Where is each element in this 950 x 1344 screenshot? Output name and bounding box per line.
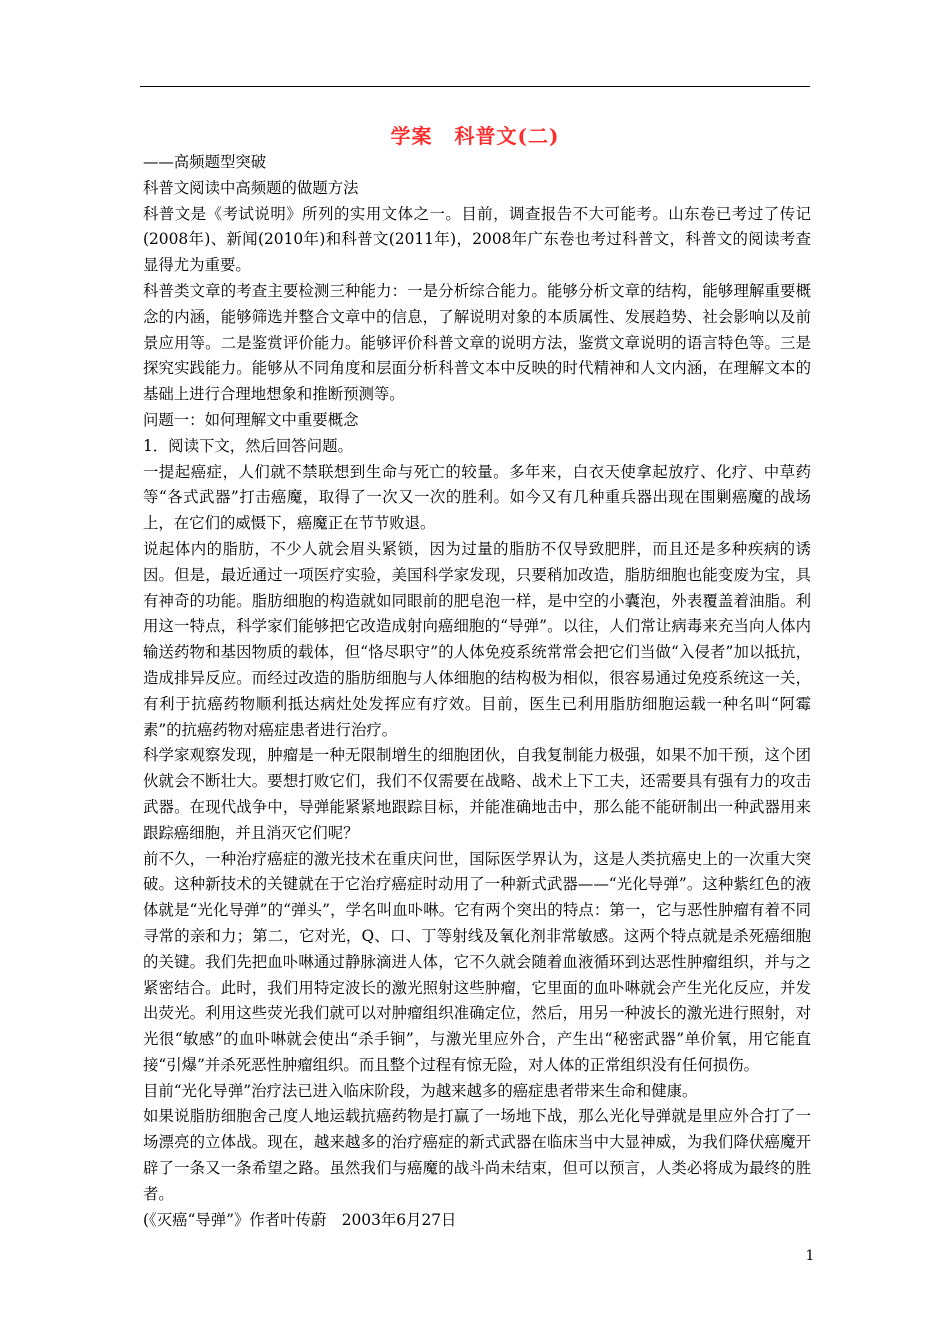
document-title xyxy=(0,122,950,150)
article-paragraph-6: 如果说脂肪细胞舍己度人地运载抗癌药物是打赢了一场地下战，那么光化导弹就是里应外合打了一场漂亮的立体战。现在，越来越多的治疗癌症的新式武器在临床当中大显神威，为我们降伏癌魔开辟了一条又一条希望之路。虽然我们与癌魔的战斗尚未结束，但可以预言，人类必将成为最终的胜者。 xyxy=(143,1107,811,1203)
subtitle: ——高频题型突破 xyxy=(143,153,267,171)
article-paragraph-3: 科学家观察发现，肿瘤是一种无限制增生的细胞团伙，自我复制能力极强，如果不加干预，这个团伙就会不断壮大。要想打败它们，我们不仅需要在战略、战术上下工夫，还需要具有强有力的攻击武器。在现代战争中，导弹能紧紧地跟踪目标，并能准确地击中，那么能不能研制出一种武器用来跟踪癌细胞，并且消灭它们呢？ xyxy=(143,746,811,842)
source-line: (《灭癌“导弹”》作者叶传蔚 2003年6月27日 xyxy=(143,1210,457,1229)
section-heading: 科普文阅读中高频题的做题方法 xyxy=(143,178,359,197)
intro-paragraph-2: 科普类文章的考查主要检测三种能力：一是分析综合能力。能够分析文章的结构，能够理解重要概念的内涵，能够筛选并整合文章中的信息，了解说明对象的本质属性、发展趋势、社会影响以及前景应用等。二是鉴赏评价能力。能够评价科普文章的说明方法，鉴赏文章说明的语言特色等。三是探究实践能力。能够从不同角度和层面分析科普文本中反映的时代精神和人文内涵，在理解文本的基础上进行合理地想象和推断预测等。 xyxy=(143,281,811,404)
article-paragraph-2: 说起体内的脂肪，不少人就会眉头紧锁，因为过量的脂肪不仅导致肥胖，而且还是多种疾病的诱因。但是，最近通过一项医疗实验，美国科学家发现，只要稍加改造，脂肪细胞也能变废为宝，具有神奇的功能。脂肪细胞的构造就如同眼前的肥皂泡一样，是中空的小囊泡，外表覆盖着油脂。利用这一特点，科学家们能够把它改造成射向癌细胞的“导弹”。以往，人们常让病毒来充当向人体内输送药物和基因物质的载体，但“恪尽职守”的人体免疫系统常常会把它们当做“入侵者”加以抵抗，造成排异反应。而经过改造的脂肪细胞与人体细胞的结构极为相似，很容易通过免疫系统这一关，有利于抗癌药物顺利抵达病灶处发挥应有疗效。目前，医生已利用脂肪细胞运载一种名叫“阿霉素”的抗癌药物对癌症患者进行治疗。 xyxy=(143,539,811,739)
article-paragraph-1: 一提起癌症，人们就不禁联想到生命与死亡的较量。多年来，白衣天使拿起放疗、化疗、中草药等“各式武器”打击癌魔，取得了一次又一次的胜利。如今又有几种重兵器出现在围剿癌魔的战场上，在它们的威慑下，癌魔正在节节败退。 xyxy=(143,462,811,533)
question-heading: 问题一：如何理解文中重要概念 xyxy=(143,410,359,429)
article-paragraph-4: 前不久，一种治疗癌症的激光技术在重庆问世，国际医学界认为，这是人类抗癌史上的一次重大突破。这种新技术的关键就在于它治疗癌症时动用了一种新式武器——“光化导弹”。这种紫红色的液体就是“光化导弹”的“弹头”，学名叫血卟啉。它有两个突出的特点：第一，它与恶性肿瘤有着不同寻常的亲和力；第二，它对光，Q、口、丁等射线及氧化剂非常敏感。这两个特点就是杀死癌细胞的关键。我们先把血卟啉通过静脉滴进人体，它不久就会随着血液循环到达恶性肿瘤组织，并与之紧密结合。此时，我们用特定波长的激光照射这些肿瘤，它里面的血卟啉就会产生光化反应，并发出荧光。利用这些荧光我们就可以对肿瘤组织准确定位，然后，用另一种波长的激光进行照射，对光很“敏感”的血卟啉就会使出“杀手锏”，与激光里应外合，产生出“秘密武器”单价氧，用它能直接“引爆”并杀死恶性肿瘤组织。而且整个过程有惊无险，对人体的正常组织没有任何损伤。 xyxy=(143,849,811,1074)
title-part-1: 学案 xyxy=(390,124,433,148)
intro-paragraph-1: 科普文是《考试说明》所列的实用文体之一。目前，调查报告不大可能考。山东卷已考过了传记(2008年)、新闻(2010年)和科普文(2011年)，2008年广东卷也考过科普文，科普文的阅读考查显得尤为重要。 xyxy=(143,204,811,275)
title-part-2: 科普文(二) xyxy=(454,124,560,148)
task-line: 1．阅读下文，然后回答问题。 xyxy=(143,436,353,455)
header-rule xyxy=(140,86,810,87)
page-number: 1 xyxy=(805,1248,815,1264)
document-body xyxy=(143,150,811,1233)
article-paragraph-5: 目前“光化导弹”治疗法已进入临床阶段，为越来越多的癌症患者带来生命和健康。 xyxy=(143,1081,698,1100)
